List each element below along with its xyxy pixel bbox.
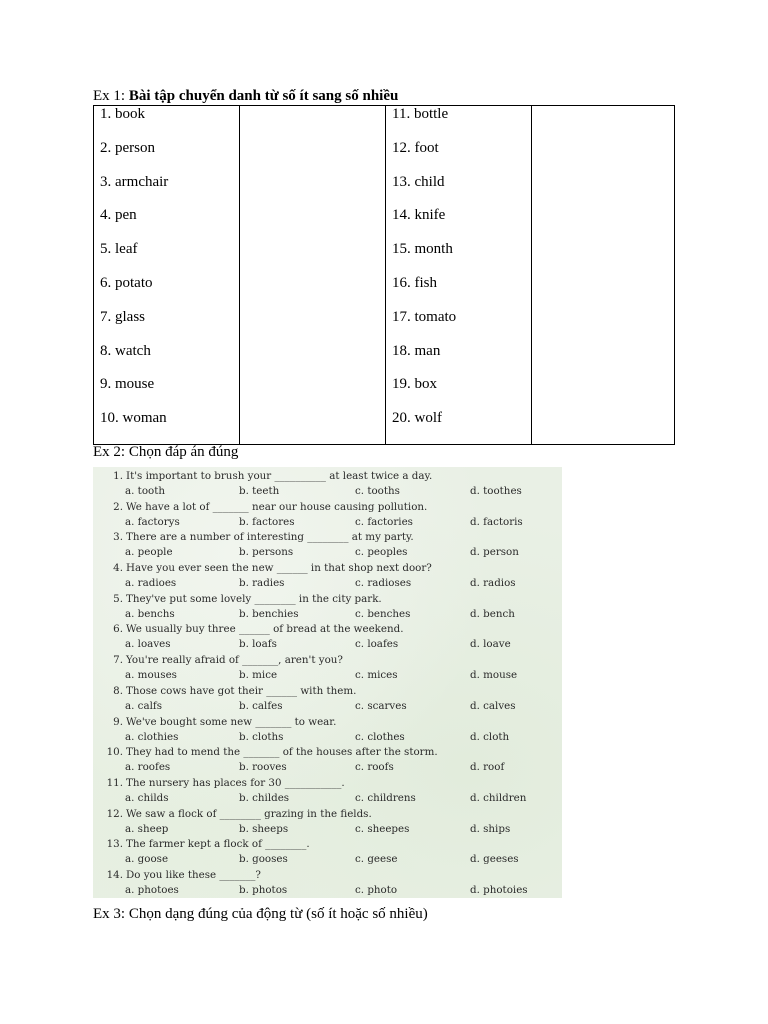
- option-d[interactable]: d. person: [470, 546, 519, 559]
- option-a[interactable]: a. sheep: [125, 822, 169, 835]
- option-c[interactable]: c. geese: [355, 853, 398, 866]
- question-item: [93, 805, 562, 836]
- answer-options: [93, 669, 562, 682]
- option-c[interactable]: c. sheepes: [355, 822, 410, 835]
- question-text: You're really afraid of _______, aren't you?: [126, 654, 343, 667]
- option-a[interactable]: a. factorys: [125, 515, 180, 528]
- question-item: [93, 498, 562, 529]
- noun-item: 3. armchair: [100, 173, 169, 190]
- option-d[interactable]: d. calves: [470, 699, 516, 712]
- answer-options: [93, 516, 562, 529]
- option-d[interactable]: d. geeses: [470, 853, 519, 866]
- option-a[interactable]: a. loaves: [125, 638, 171, 651]
- question-number: 1.: [113, 470, 123, 482]
- question-text: We've bought some new _______ to wear.: [126, 715, 337, 728]
- question-item: [93, 835, 562, 866]
- option-c[interactable]: c. scarves: [355, 699, 407, 712]
- answer-options: [93, 485, 562, 498]
- question-line: [93, 623, 404, 635]
- ex1-prefix: Ex 1:: [93, 88, 129, 104]
- noun-item: 16. fish: [392, 274, 437, 291]
- question-item: [93, 651, 562, 682]
- option-c[interactable]: c. loafes: [355, 638, 399, 651]
- option-d[interactable]: d. loave: [470, 638, 511, 651]
- noun-item: 4. pen: [100, 207, 137, 224]
- multiple-choice-image: [93, 467, 562, 898]
- noun-item: 7. glass: [100, 308, 145, 325]
- question-item: [93, 866, 562, 897]
- option-b[interactable]: b. loafs: [239, 638, 277, 651]
- question-item: [93, 559, 562, 590]
- question-line: [93, 501, 427, 513]
- question-text: It's important to brush your __________ at least twice a day.: [126, 470, 433, 482]
- question-item: [93, 713, 562, 744]
- option-c[interactable]: c. clothes: [355, 730, 405, 743]
- question-text: Those cows have got their ______ with them.: [126, 684, 357, 697]
- option-b[interactable]: b. photos: [239, 883, 288, 896]
- question-text: There are a number of interesting ________ at my party.: [126, 531, 414, 544]
- question-line: [93, 777, 345, 789]
- question-text: We usually buy three ______ of bread at the weekend.: [126, 623, 404, 636]
- option-b[interactable]: b. childes: [239, 791, 290, 804]
- question-number: 2.: [113, 500, 123, 513]
- option-d[interactable]: d. radios: [470, 577, 516, 590]
- question-number: 7.: [113, 654, 123, 667]
- question-text: We saw a flock of ________ grazing in the fields.: [126, 807, 372, 820]
- noun-item: 18. man: [392, 342, 441, 359]
- singular-column-left: [94, 106, 240, 445]
- option-b[interactable]: b. radies: [239, 577, 285, 590]
- answer-options: [93, 884, 562, 897]
- option-a[interactable]: a. people: [125, 546, 173, 559]
- ex2-heading: Ex 2: Chọn đáp án đúng: [93, 444, 239, 460]
- plural-answer-cell-right[interactable]: [532, 106, 675, 445]
- noun-item: 17. tomato: [392, 308, 457, 325]
- ex1-heading: [93, 87, 398, 105]
- option-b[interactable]: b. gooses: [239, 853, 288, 866]
- question-item: [93, 682, 562, 713]
- answer-options: [93, 731, 562, 744]
- option-d[interactable]: d. ships: [470, 822, 511, 835]
- option-d[interactable]: d. mouse: [470, 669, 518, 682]
- option-d[interactable]: d. toothes: [470, 485, 522, 497]
- singular-column-right: [386, 106, 532, 445]
- question-text: Have you ever seen the new ______ in that shop next door?: [126, 562, 432, 575]
- question-number: 3.: [113, 531, 123, 544]
- answer-options: [93, 853, 562, 866]
- option-b[interactable]: b. teeth: [239, 485, 280, 497]
- answer-options: [93, 546, 562, 559]
- question-text: They had to mend the _______ of the houses after the storm.: [126, 746, 438, 759]
- option-c[interactable]: c. tooths: [355, 485, 400, 497]
- question-number: 12.: [106, 807, 123, 820]
- noun-item: 11. bottle: [392, 106, 449, 122]
- ex1-title: Bài tập chuyển danh từ số ít sang số nhiều: [128, 88, 399, 104]
- question-line: [93, 869, 261, 881]
- question-text: Do you like these _______?: [126, 868, 261, 881]
- option-c[interactable]: c. peoples: [355, 546, 408, 559]
- question-number: 4.: [113, 562, 123, 575]
- noun-item: 12. foot: [392, 139, 439, 156]
- answer-options: [93, 577, 562, 590]
- noun-item: 19. box: [392, 376, 437, 393]
- question-item: [93, 467, 562, 498]
- option-b[interactable]: b. benchies: [239, 607, 299, 620]
- answer-options: [93, 608, 562, 621]
- question-text: The nursery has places for 30 ___________.: [126, 776, 345, 789]
- option-a[interactable]: a. radioes: [125, 577, 177, 590]
- question-line: [93, 531, 414, 543]
- answer-options: [93, 761, 562, 774]
- question-number: 8.: [113, 684, 123, 697]
- question-number: 5.: [113, 592, 123, 605]
- noun-item: 9. mouse: [100, 376, 155, 393]
- option-b[interactable]: b. rooves: [239, 761, 287, 774]
- option-a[interactable]: a. clothies: [125, 730, 179, 743]
- option-b[interactable]: b. factores: [239, 515, 295, 528]
- option-b[interactable]: b. persons: [239, 546, 294, 559]
- question-text: We have a lot of _______ near our house causing pollution.: [126, 500, 428, 513]
- question-line: [93, 654, 343, 666]
- option-c[interactable]: c. photo: [355, 883, 398, 896]
- question-line: [93, 838, 310, 850]
- option-a[interactable]: a. childs: [125, 791, 169, 804]
- noun-item: 14. knife: [392, 207, 446, 224]
- noun-item: 1. book: [100, 106, 145, 122]
- option-d[interactable]: d. factoris: [470, 515, 523, 528]
- option-c[interactable]: c. childrens: [355, 791, 416, 804]
- question-item: [93, 528, 562, 559]
- option-b[interactable]: b. cloths: [239, 730, 284, 743]
- option-c[interactable]: c. mices: [355, 669, 398, 682]
- option-c[interactable]: c. radioses: [355, 577, 412, 590]
- question-number: 11.: [106, 776, 123, 789]
- question-number: 10.: [106, 746, 123, 759]
- question-number: 14.: [106, 868, 123, 881]
- question-line: [93, 746, 438, 758]
- question-line: [93, 808, 372, 820]
- question-number: 13.: [106, 838, 123, 851]
- ex3-heading: Ex 3: Chọn dạng đúng của động từ (số ít hoặc số nhiều): [93, 906, 428, 922]
- option-c[interactable]: c. factories: [355, 515, 413, 528]
- option-a[interactable]: a. calfs: [125, 699, 162, 712]
- question-line: [93, 593, 382, 605]
- answer-options: [93, 823, 562, 836]
- option-b[interactable]: b. sheeps: [239, 822, 289, 835]
- option-d[interactable]: d. photoies: [470, 883, 528, 896]
- question-number: 9.: [113, 715, 123, 728]
- question-number: 6.: [113, 623, 123, 636]
- question-line: [93, 685, 356, 697]
- question-line: [93, 716, 336, 728]
- option-a[interactable]: a. roofes: [125, 761, 171, 774]
- option-a[interactable]: a. photoes: [125, 883, 179, 896]
- question-item: [93, 620, 562, 651]
- question-item: [93, 774, 562, 805]
- question-line: [93, 562, 432, 574]
- noun-item: 15. month: [392, 241, 453, 258]
- plural-answer-cell-left[interactable]: [240, 106, 386, 445]
- option-b[interactable]: b. calfes: [239, 699, 283, 712]
- option-b[interactable]: b. mice: [239, 669, 278, 682]
- question-text: They've put some lovely ________ in the city park.: [126, 592, 382, 605]
- answer-options: [93, 638, 562, 651]
- noun-table: [93, 105, 675, 445]
- question-text: The farmer kept a flock of ________.: [126, 838, 310, 851]
- option-a[interactable]: a. tooth: [125, 485, 165, 497]
- option-c[interactable]: c. benches: [355, 607, 411, 620]
- noun-item: 5. leaf: [100, 241, 138, 258]
- answer-options: [93, 700, 562, 713]
- noun-item: 6. potato: [100, 274, 153, 291]
- noun-item: 8. watch: [100, 342, 151, 359]
- option-d[interactable]: d. roof: [470, 761, 505, 774]
- option-d[interactable]: d. bench: [470, 607, 515, 620]
- question-item: [93, 743, 562, 774]
- noun-item: 13. child: [392, 173, 445, 190]
- option-a[interactable]: a. benchs: [125, 607, 175, 620]
- option-d[interactable]: d. cloth: [470, 730, 510, 743]
- answer-options: [93, 792, 562, 805]
- noun-item: 2. person: [100, 139, 155, 156]
- option-d[interactable]: d. children: [470, 791, 527, 804]
- option-c[interactable]: c. roofs: [355, 761, 394, 774]
- noun-item: 20. wolf: [392, 410, 442, 427]
- option-a[interactable]: a. goose: [125, 853, 169, 866]
- question-item: [93, 590, 562, 621]
- question-line: [93, 470, 432, 482]
- noun-item: 10. woman: [100, 410, 167, 427]
- option-a[interactable]: a. mouses: [125, 669, 177, 682]
